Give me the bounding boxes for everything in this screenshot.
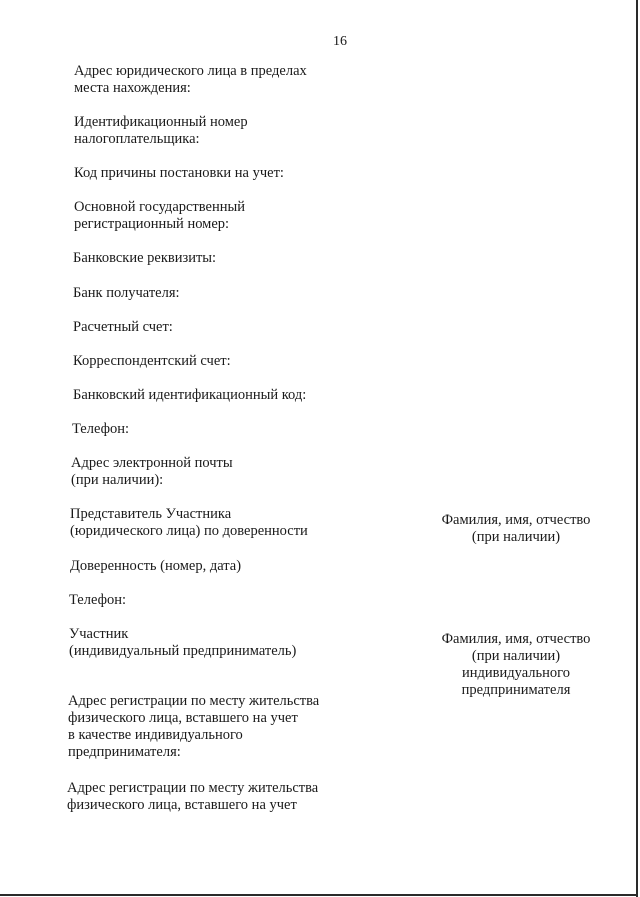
registration-address-label-2: Адрес регистрации по месту жительства физического лица, вставшего на учет [67, 780, 319, 813]
bank-details-label: Банковские реквизиты: [73, 250, 217, 266]
participant-ip-label: Участник (индивидуальный предприниматель) [69, 626, 297, 659]
email-label: Адрес электронной почты (при наличии): [71, 455, 233, 488]
settlement-account-label: Расчетный счет: [73, 319, 173, 335]
inn-label: Идентификационный номер налогоплательщика: [74, 114, 248, 147]
bik-label: Банковский идентификационный код: [73, 387, 307, 403]
scan-border-right [636, 0, 638, 897]
representative-label: Представитель Участника (юридического лица) по доверенности [70, 506, 308, 539]
power-of-attorney-label: Доверенность (номер, дата) [70, 558, 242, 574]
page-number: 16 [333, 34, 347, 49]
kpp-label: Код причины постановки на учет: [74, 165, 284, 181]
legal-address-label: Адрес юридического лица в пределах места нахождения: [74, 63, 307, 96]
correspondent-account-label: Корреспондентский счет: [73, 353, 231, 369]
phone-label-2: Телефон: [69, 592, 127, 608]
registration-address-label-1: Адрес регистрации по месту жительства физического лица, вставшего на учет в качестве индивидуального предпринимателя: [68, 693, 320, 760]
ogrn-label: Основной государственный регистрационный номер: [74, 199, 245, 232]
ip-name-note: Фамилия, имя, отчество (при наличии) индивидуального предпринимателя [441, 631, 591, 698]
beneficiary-bank-label: Банк получателя: [73, 285, 180, 301]
phone-label-1: Телефон: [72, 421, 130, 437]
scan-border-bottom [0, 894, 638, 896]
representative-name-note: Фамилия, имя, отчество (при наличии) [441, 512, 591, 545]
